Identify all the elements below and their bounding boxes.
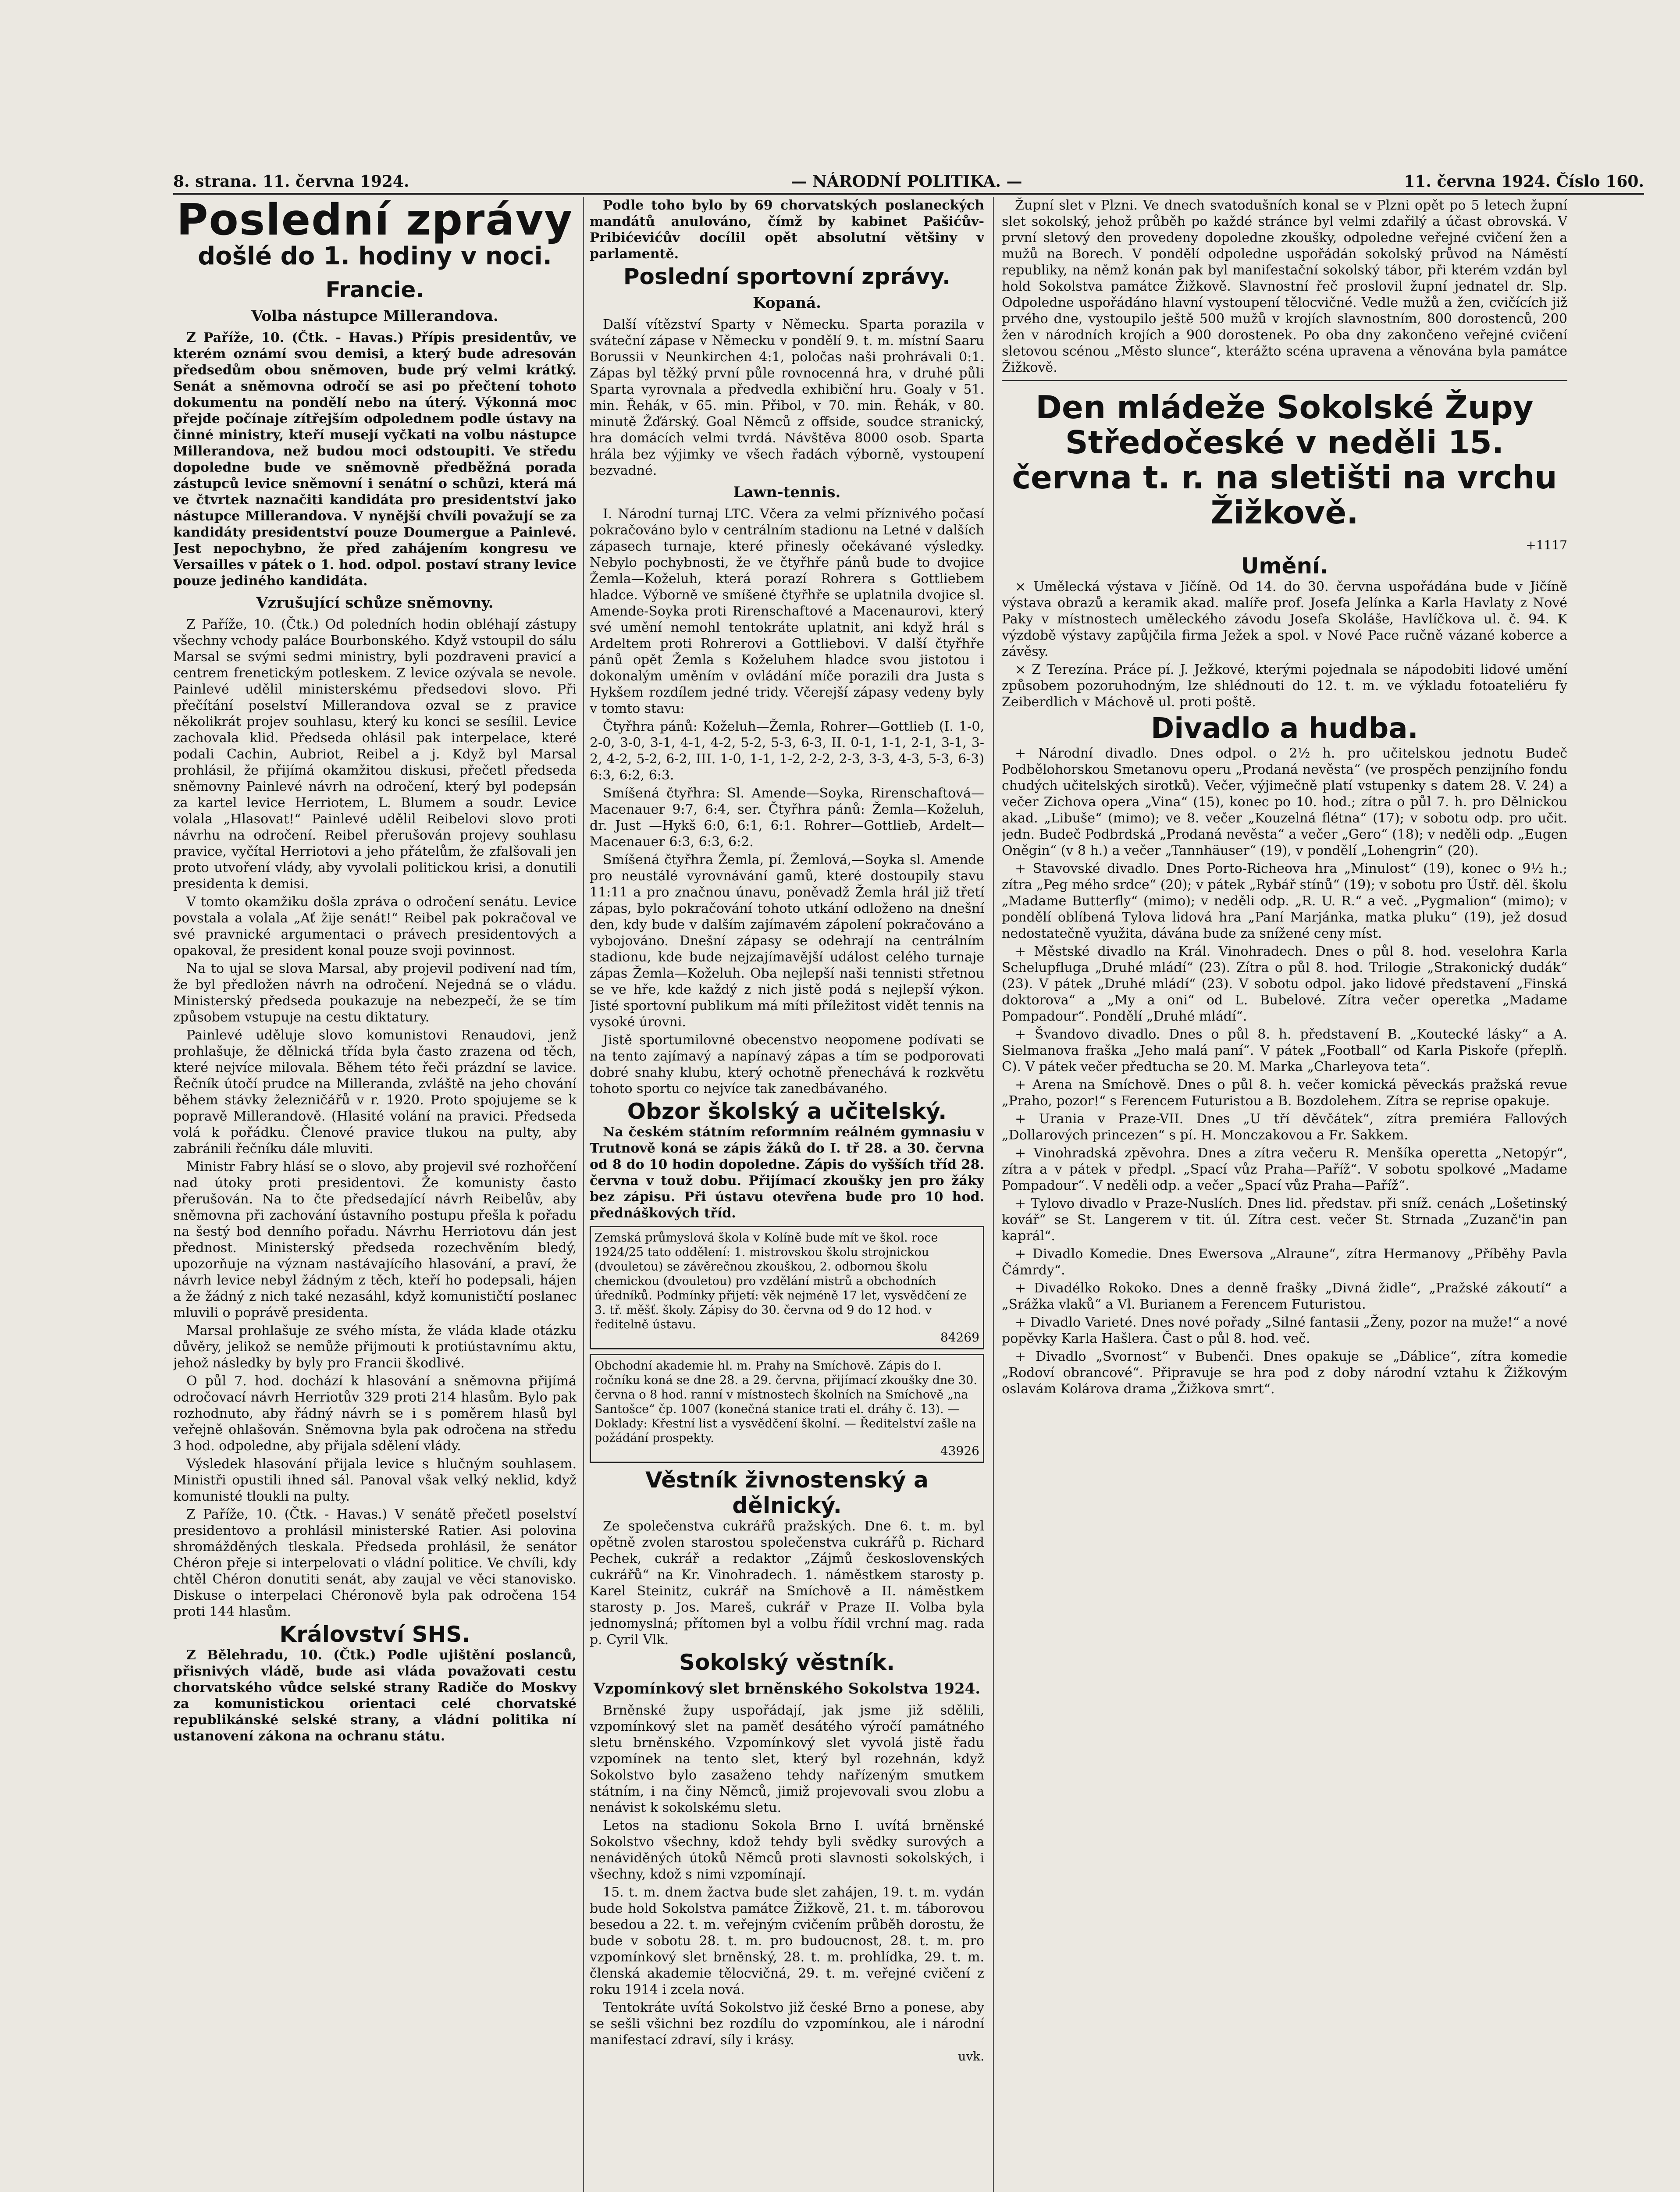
advertisement-text: Obchodní akademie hl. m. Prahy na Smíchově. Zápis do I. ročníku koná se dne 28. a 29. června, přijímací zkoušky dne 30. června o 8 hod. ranní v místnostech školních na Smíchově „na Santošce“ čp. 1007 (konečná stanice trati el. dráhy č. 13). — Doklady: Křestní list a vysvědčení školní. — Ředitelství zašle na požádání prospekty. xyxy=(594,1359,977,1445)
article-paragraph: + Divadélko Rokoko. Dnes a denně frašky „Divná židle“, „Pražské zákoutí“ a „Srážka vlaků“ a Vl. Burianem a Ferencem Futuristou. xyxy=(1002,1281,1567,1312)
advertisement-akademie xyxy=(590,1354,984,1463)
article-paragraph: + Vinohradská zpěvohra. Dnes a zítra večeru R. Menšíka operetta „Netopýr“, zítra a v pátek v předpl. „Spací vůz Praha—Paříž“. V sobotu spolkové „Madame Pompadour“. V neděli odp. a večer „Spací vůz Praha—Paříž“. xyxy=(1002,1146,1567,1193)
article-paragraph: Z Paříže, 10. (Čtk. - Havas.) Přípis presidentův, ve kterém oznámí svou demisi, a který bude adresován předsedům obou sněmoven, bude prý velmi krátký. Senát a sněmovna odročí se asi po přečtení tohoto dokumentu na pondělí nebo na úterý. Výkonná moc přejde počínaje zítřejším odpolednem podle ústavy na činné ministry, kteří musejí vyčkati na volbu nástupce Millerandova, než budou moci odstoupiti. Ve středu dopoledne bude ve sněmovně předběžná porada zástupců levice sněmovní i senátní o schůzi, která má ve čtvrtek naznačiti kandidáta pro presidentství jako nástupce Millerandova. V nynější chvíli považují se za kandidáty presidentství pouze Doumergue a Painlevé. Jest nepochybno, že před zahájením kongresu ve Versailles v pátek o 1. hod. odpol. postaví strany levice pouze jediného kandidáta. xyxy=(173,330,577,589)
article-paragraph: + Urania v Praze-VII. Dnes „U tří děvčátek“, zítra premiéra Fallových „Dollarových princezen“ s pí. H. Monczakovou a Fr. Sakkem. xyxy=(1002,1111,1567,1143)
advertisement-text: Zemská průmyslová škola v Kolíně bude mít ve škol. roce 1924/25 tato oddělení: 1. mistrovskou školu strojnickou (dvouletou) se závěrečnou zkouškou, 2. odbornou školu chemickou (dvouletou) pro vzdělání mistrů a obchodních úředníků. Podmínky přijetí: věk nejméně 17 let, vysvědčení ze 3. tř. měšť. školy. Zápisy do 30. června od 9 do 12 hod. v ředitelně ústavu. xyxy=(594,1231,967,1331)
article-paragraph: + Arena na Smíchově. Dnes o půl 8. h. večer komická pěveckás pražská revue „Praho, pozor!“ s Ferencem Futuristou a B. Bozdolehem. Zítra se reprise opakuje. xyxy=(1002,1077,1567,1109)
masthead-rule xyxy=(173,193,1644,195)
article-paragraph: Jistě sportumilovné obecenstvo neopomene podívati se na tento zajímavý a napínavý zápas a tím se podporovati dobré snahy klubu, který ochotně přenechává k rozkvětu tohoto sportu co nejvíce tak zanedbávaného. xyxy=(590,1032,984,1096)
article-paragraph: O půl 7. hod. dochází k hlasování a sněmovna přijímá odročovací návrh Herriotův 329 proti 214 hlasům. Bylo pak rozhodnuto, aby řádný návrh se i s poměrem hlasů byl veřejně ohlašován. Sněmovna byla pak odročena na středu 3 hod. odpoledne, aby přijala sdělení vlády. xyxy=(173,1374,577,1454)
article-paragraph: + Stavovské divadlo. Dnes Porto-Richeova hra „Minulost“ (19), konec o 9½ h.; zítra „Peg mého srdce“ (20); v pátek „Rybář stínů“ (19); v sobotu pro Ústř. děl. školu „Madame Butterfly“ (mimo); v neděli odp. „R. U. R.“ a več. „Pygmalion“ (mimo); v pondělí oblíbená Tylova lidová hra „Paní Marjánka, matka pluku“ (19), jež dosud nedostatečně využita, dávána bude za snížené ceny míst. xyxy=(1002,861,1567,941)
newspaper-page xyxy=(132,132,1666,2192)
article-heading-kopana: Kopaná. xyxy=(753,294,821,312)
article-paragraph: Marsal prohlašuje ze svého místa, že vláda klade otázku důvěry, jelikož se nemůže přijmouti k protiústavnímu aktu, jehož následky by byly pro Francii škodlivé. xyxy=(173,1323,577,1371)
article-paragraph: + Městské divadlo na Král. Vinohradech. Dnes o půl 8. hod. veselohra Karla Schelupfluga „Druhé mládí“ (23). Zítra o půl 8. hod. Trilogie „Strakonický dudák“ (23). V pátek „Druhé mládí“ (23). V sobotu odpol. jako lidové představení „Finská doktorova“ a „My a oni“ od L. Bubelové. Zítra večer operetka „Madame Pompadour“. Pondělí „Druhé mládí“. xyxy=(1002,944,1567,1024)
article-paragraph: Župní slet v Plzni. Ve dnech svatodušních konal se v Plzni opět po 5 letech župní slet sokolský, jehož průběh po každé stránce byl velmi zdařilý a účast obrovská. V první sletový den provedeny dopoledne zkoušky, odpoledne veřejné cvičení žen a mužů na Borech. V pondělí odpoledne uspořádán sokolský průvod na Náměstí republiky, na němž konán pak byl manifestační sokolský tábor, při kterém vzdán byl hold Sokolstva památce Žižkově. Slavnostní řeč proslovil župní jednatel dr. Slp. Odpoledne uspořádáno hlavní vystoupení tělocvičné. Vedle mužů a žen, cvičících již prvého dne, vystoupilo ještě 500 mužů v krojích slavnostním, 800 dorostenců, 200 žen v národních krojích a 900 dorostenek. Po oba dny zakončeno veřejné cvičení sletovou scénou „Město slunce“, kterážto scéna upravena a věnována byla památce Žižkově. xyxy=(1002,198,1567,375)
article-paragraph: + Divadlo Varieté. Dnes nové pořady „Silné fantasii „Ženy, pozor na muže!“ a nové popěvky Karla Hašlera. Čast o půl 8. hod. več. xyxy=(1002,1315,1567,1346)
article-paragraph: Další vítězství Sparty v Německu. Sparta porazila v sváteční zápase v Německu v pondělí 9. t. m. místní Saaru Borussii v Neunkirchen 4:1, poločas naši prohrávali 0:1. Zápas byl těžký první půle rovnocenná hra, v druhé půli Sparta vyrovnala a předvedla exhibiční hru. Goaly v 51. min. Řehák, v 65. min. Přibol, v 70. min. Řehák, v 80. minutě Žďárský. Goal Němců z offside, soudce stranický, hra domácích velmi tvrdá. Návštěva 8000 osob. Sparta hrála bez výjimky ve všech řadách výborně, vystoupení bezvadné. xyxy=(590,317,984,478)
article-paragraph: Podle toho bylo by 69 chorvatských poslaneckých mandátů anulováno, čímž by kabinet Pašićův-Pribićevićův docílil opět absolutní většiny v parlamentě. xyxy=(590,198,984,262)
section-heading-umeni: Umění. xyxy=(1241,553,1328,579)
article-paragraph: 15. t. m. dnem žactva bude slet zahájen, 19. t. m. vydán bude hold Sokolstva památce Žižkově, 21. t. m. táborovou besedou a 22. t. m. veřejným cvičením průběh dorostu, že bude v sobotu 28. t. m. pro budoucnost, 28. t. m. pro vzpomínkový slet brněnský, 28. t. m. prohlídka, 29. t. m. členská akademie tělocvičná, 29. t. m. veřejné cvičení z roku 1914 i zcela nová. xyxy=(590,1885,984,1997)
masthead-issue: 11. června 1924. Číslo 160. xyxy=(1404,172,1644,191)
masthead-page-date: 8. strana. 11. června 1924. xyxy=(173,172,409,191)
section-heading-shs: Království SHS. xyxy=(279,1622,470,1647)
article-paragraph: + Švandovo divadlo. Dnes o půl 8. h. představení B. „Koutecké lásky“ a A. Sielmanova fraška „Jeho malá paní“. V pátek „Football“ od Karla Piskoře (přeplň. C). V pátek večer předtucha se 20. M. Marka „Charleyova teta“. xyxy=(1002,1027,1567,1075)
advertisement-code: 84269 xyxy=(940,1330,979,1345)
article-paragraph: Z Bělehradu, 10. (Čtk.) Podle ujištění poslanců, přisnivých vládě, bude asi vláda považovati cestu chorvatského vůdce selské strany Radiče do Moskvy za komunistickou orientaci celé chorvatské republikánské selské strany, a vládní politika ní ustanovení zákona na ochranu státu. xyxy=(173,1648,577,1744)
article-paragraph: Smíšená čtyřhra: Sl. Amende—Soyka, Rirenschaftová—Macenauer 9:7, 6:4, ser. Čtyřhra pánů: Žemla—Koželuh, dr. Just —Hykš 6:0, 6:1, 6:1. Rohrer—Gottlieb, Ardelt—Macenauer 6:3, 6:3, 6:2. xyxy=(590,786,984,850)
section-heading-vestnik: Věstník živnostenský a dělnický. xyxy=(645,1467,929,1518)
article-heading-tennis: Lawn-tennis. xyxy=(733,484,841,501)
article-heading-volba: Volba nástupce Millerandova. xyxy=(251,307,498,325)
masthead-title: — NÁRODNÍ POLITIKA. — xyxy=(791,172,1022,191)
article-paragraph: V tomto okamžiku došla zpráva o odročení senátu. Levice povstala a volala „Ať žije senát!“ Reibel pak pokračoval ve své pravnické argumentaci o právech presidentových a opakoval, že president konal pouze svoji povinnost. xyxy=(173,894,577,958)
article-paragraph: Z Paříže, 10. (Čtk. - Havas.) V senátě přečetl poselství presidentovo a prohlásil ministerské Ratier. Asi polovina shromážděných tleskala. Předseda prohlásil, že senátor Chéron přeje si interpelovati o vládní politice. Ve chvíli, kdy chtěl Chéron donutiti senát, aby zaujal ve věci stanovisko. Diskuse o interpelaci Chéronově byla pak odročena 154 proti 144 hlasům. xyxy=(173,1507,577,1619)
article-heading-schuze: Vzrušující schůze sněmovny. xyxy=(256,594,494,612)
section-heading-sport: Poslední sportovní zprávy. xyxy=(623,264,951,289)
article-paragraph: + Národní divadlo. Dnes odpol. o 2½ h. pro učitelskou jednotu Budeč Podbělohorskou Smetanovu operu „Prodaná nevěsta“ (ve prospěch penzijního fondu chudých učitelských sirotků). Večer, výjimečně platí vstupenky s datem 28. V. 24) a večer Zichova opera „Vina“ (15), konec po 10. hod.; zítra o půl 7. h. pro Dělnickou akad. „Libuše“ (mimo); ve 8. večer „Kouzelná flétna“ (17); v sobotu odp. pro učit. jedn. Budeč Podbrdská „Prodaná nevěsta“ a večer „Gero“ (18); v neděli odp. „Eugen Oněgin“ (v 8 h.) a večer „Tannhäuser“ (19), v pondělí „Lohengrin“ (20). xyxy=(1002,746,1567,858)
column-1 xyxy=(173,197,577,2192)
article-paragraph: Čtyřhra pánů: Koželuh—Žemla, Rohrer—Gottlieb (I. 1-0, 2-0, 3-0, 3-1, 4-1, 4-2, 5-2, 5-3, 6-3, II. 0-1, 1-1, 2-1, 3-1, 3-2, 4-2, 5-2, 6-2, III. 1-0, 1-1, 1-2, 2-2, 2-3, 3-3, 4-3, 5-3, 6-3) 6:3, 6:2, 6:3. xyxy=(590,719,984,783)
main-title: Poslední zprávy xyxy=(176,197,573,245)
section-heading-divadlo: Divadlo a hudba. xyxy=(1151,712,1418,745)
advertisement-code: 43926 xyxy=(940,1444,979,1458)
article-paragraph: I. Národní turnaj LTC. Včera za velmi příznivého počasí pokračováno bylo v centrálním stadionu na Letné v dalších zápasech turnaje, které přinesly očekávané výsledky. Nebylo pochybnosti, že ve čtyřhře pánů bude to dvojice Žemla—Koželuh, která porazí Rohrera s Gottliebem hladce. Výborně ve smíšené čtyřhře se uplatnila dvojice sl. Amende-Soyka proti Rirenschaftové a Macenaurovi, který své umění nemohl tentokráte uplatnit, ani když hrál s Ardeltem proti Rohrerovi a Gottliebovi. V další čtyřhře pánů opět Žemla s Koželuhem hladce svou jistotou i dokonalým uměním v ovládání míče porazili dra Justa s Hykšem rozdílem jedné tridy. Včerejší zápasy vedeny byly v tomto stavu: xyxy=(590,506,984,716)
column-2 xyxy=(590,197,984,2192)
article-paragraph: × Z Terezína. Práce pí. J. Ježkové, kterými pojednala se nápodobiti lidové umění způsobem pozoruhodným, lze shlédnouti do 12. t. m. ve výkladu fotoateliéru fy Zeiberdlich v Máchově ul. proti poště. xyxy=(1002,662,1567,710)
advertisement-kolin xyxy=(590,1226,984,1349)
article-paragraph: Letos na stadionu Sokola Brno I. uvítá brněnské Sokolstvo všechny, kdož tehdy byli svědky surových a nenáviděných útoků Němců proti slavnosti sokolských, i všechny, kdož s nimi vzpomínají. xyxy=(590,1818,984,1882)
column-divider xyxy=(993,197,994,2192)
article-signature: uvk. xyxy=(958,2049,984,2064)
main-subtitle: došlé do 1. hodiny v noci. xyxy=(198,242,552,270)
article-paragraph: Brněnské župy uspořádají, jak jsme již sdělili, vzpomínkový slet na paměť desátého výročí památného sletu brněnského. Vzpomínkový slet vyvolá jistě řadu vzpomínek na tento slet, který byl rozehnán, když Sokolstvo bylo zasaženo tehdy nařízeným smutkem státním, i na činy Němců, jimiž projevovali svou zlobu a nenávist k sokolskému sletu. xyxy=(590,1703,984,1815)
article-paragraph: Na českém státním reformním reálném gymnasiu v Trutnově koná se zápis žáků do I. tř 28. a 30. června od 8 do 10 hodin dopoledne. Zápis do vyšších tříd 28. června v touž dobu. Přijímací zkoušky jen pro žáky bez zápisu. Při ústavu otevřena bude pro 10 hod. přednáškových tříd. xyxy=(590,1124,984,1221)
article-paragraph: + Divadlo „Svornost“ v Bubenči. Dnes opakuje se „Dáblice“, zítra komedie „Rodoví obrancové“. Připravuje se hra pod z doby národní vztahu k Žižkovým oslavám Kolárova drama „Žižkova smrt“. xyxy=(1002,1349,1567,1397)
article-paragraph: × Umělecká výstava v Jičíně. Od 14. do 30. června uspořádána bude v Jičíně výstava obrazů a keramik akad. malíře prof. Josefa Jelínka a Karla Havlaty z Nové Paky v místnostech uměleckého závodu Josefa Skoláše, Havlíčkova ul. č. 94. K výzdobě výstavy zapůjčila firma Ježek a spol. v Nové Pace ručně vázané koberce a závěsy. xyxy=(1002,579,1567,659)
article-paragraph: Ze společenstva cukrářů pražských. Dne 6. t. m. byl opětně zvolen starostou společenstva cukrářů p. Richard Pechek, cukrář a redaktor „Zájmů československých cukrářů“ na Kr. Vinohradech. 1. náměstkem starosty p. Karel Steinitz, cukrář na Smíchově a II. náměstkem starosty p. Jos. Mareš, cukrář v Praze II. Volba byla jednomyslná; přítomen byl a volbu řídil vrchní mag. rada p. Cyril Vlk. xyxy=(590,1519,984,1648)
article-paragraph: Z Paříže, 10. (Čtk.) Od poledních hodin obléhají zástupy všechny vchody paláce Bourbonského. Když vstoupil do sálu Marsal se svými sedmi ministry, byli pozdraveni pravicí a centrem frenetickým potleskem. Z levice ozývala se nevole. Painlevé udělil ministerskému předsedovi slovo. Při přečítání poselství Millerandova ozval se z pravice několikrát projev souhlasu, který ku konci se sesílil. Levice zachovala klid. Předseda ohlásil pak interpelace, které podali Cachin, Aubriot, Reibel a j. Když byl Marsal prohlásil, že přijímá okamžitou diskusi, přečetl předseda sněmovny Painlevé návrh na odročení, který byl podepsán za kartel levice Herriotem, L. Blumem a soudr. Levice volala „Hlasovat!“ Painlevé udělil Reibelovi slovo proti návrhu na odročení. Reibel přerušován projevy souhlasu pravice, vyčítal Herriotovi a jeho přátelům, že zfalšovali jen proto utvoření vlády, aby vyvolali politickou krisi, a donutili presidenta k demisi. xyxy=(173,617,577,892)
banner-den-mladeze: Den mládeže Sokolské Župy Středočeské v neděli 15. června t. r. na sletišti na vrchu Žižkově. xyxy=(1012,389,1557,531)
masthead xyxy=(173,160,1644,191)
banner-code: +1117 xyxy=(1526,538,1567,552)
column-3 xyxy=(1002,197,1567,2192)
article-paragraph: + Divadlo Komedie. Dnes Ewersova „Alraune“, zítra Hermanovy „Příběhy Pavla Čámrdy“. xyxy=(1002,1246,1567,1278)
article-paragraph: Ministr Fabry hlásí se o slovo, aby projevil své rozhořčení nad útoky proti presidentovi. Že komunisty často přerušován. Na to čte předsedající návrh Reibelův, aby sněmovna při zachování ústavního postupu přešla k pořadu na šestý bod denního pořadu. Návrhu Herriotovu dán jest přednost. Ministerský předseda rozechvěním bledý, upozorňuje na význam nastávajícího hlasování, a praví, že návrh levice nebyl žádným z těch, kteří ho podepsali, hájen a že žádný z nich také nezasáhl, když komunističtí poslanec mluvili o poprávě presidenta. xyxy=(173,1159,577,1320)
divider xyxy=(1002,380,1567,381)
section-heading-francie: Francie. xyxy=(325,277,424,302)
article-paragraph: Na to ujal se slova Marsal, aby projevil podivení nad tím, že byl předložen návrh na odročení. Nejedná se o vládu. Ministerský předseda poukazuje na nebezpečí, že se tím způsobem vstupuje na cestu diktatury. xyxy=(173,961,577,1025)
article-paragraph: Painlevé uděluje slovo komunistovi Renaudovi, jenž prohlašuje, že dělnická třída byla často zrazena od těch, které nejvíce milovala. Během této řeči prázdní se lavice. Řečník útočí prudce na Milleranda, zvláště na jeho chování během stávky železničářů v r. 1920. Proto spojujeme se k popravě Millerandově. (Hlasité volání na pravici. Předseda volá k pořádku. Členové pravice tlukou na pulty, aby zabránili řečníku dále mluviti. xyxy=(173,1028,577,1156)
article-heading-sokol: Vzpomínkový slet brněnského Sokolstva 1924. xyxy=(593,1680,981,1697)
article-paragraph: Výsledek hlasování přijala levice s hlučným souhlasem. Ministři opustili ihned sál. Panoval však velký neklid, když komunisté tloukli na pulty. xyxy=(173,1456,577,1504)
section-heading-obzor: Obzor školský a učitelský. xyxy=(627,1099,947,1124)
article-paragraph: Tentokráte uvítá Sokolstvo již české Brno a ponese, aby se sešli všichni bez rozdílu do vzpomínkou, ale i národní manifestací zdraví, síly i krásy. xyxy=(590,2000,984,2048)
column-divider xyxy=(583,197,584,2192)
section-heading-sokol: Sokolský věstník. xyxy=(679,1650,895,1675)
article-paragraph: + Tylovo divadlo v Praze-Nuslích. Dnes lid. představ. při sníž. cenách „Lošetinský kovář“ se St. Langerem v tit. úl. Zítra cest. večer St. Strnada „Zuzanč'in pan kaprál“. xyxy=(1002,1196,1567,1244)
article-paragraph: Smíšená čtyřhra Žemla, pí. Žemlová,—Soyka sl. Amende pro neustálé vyrovnávání gamů, které dostoupily stavu 11:11 a pro značnou únavu, poněvadž Žemla hrál již třetí zápas, bylo pokračování tohoto utkání odloženo na dnešní den, kdy bude v dalším zajímavém zápolení pokračováno a vybojováno. Dnešní zápasy se odehrají na centrálním stadionu, kde bude nejzajímavější událost celého turnaje zápas Žemla—Koželuh. Oba nejlepší naši tennisti střetnou se ve hře, kde každý z nich jistě podá s nejlepší výkon. Jisté sportovní publikum má míti příležitost vidět tennis na vysoké úrovni. xyxy=(590,852,984,1030)
